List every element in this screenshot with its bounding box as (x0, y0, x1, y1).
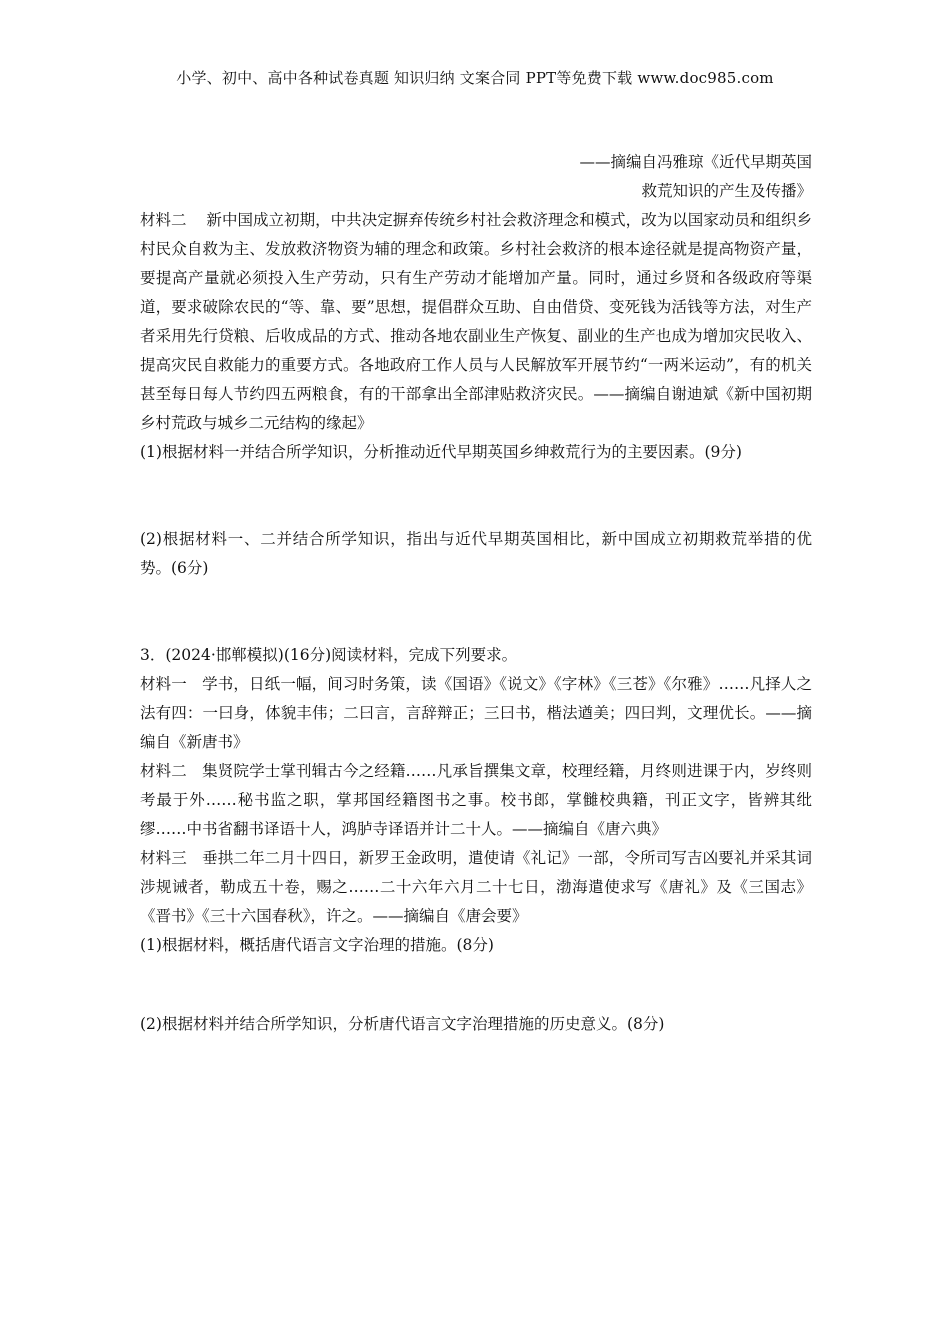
question-3-sub2: (2)根据材料并结合所学知识，分析唐代语言文字治理措施的历史意义。(8分) (140, 1015, 665, 1033)
q3-material-three-text: 垂拱二年二月十四日，新罗王金政明，遣使请《礼记》一部，令所司写吉凶要礼并采其词涉规诫者，勒成五十卷，赐之……二十六年六月二十七日，渤海遣使求写《唐礼》及《三国志》《晋书》《三十六国春秋》，许之。——摘编自《唐会要》 (140, 849, 812, 925)
q3-material-two-text: 集贤院学士掌刊辑古今之经籍……凡承旨撰集文章，校理经籍，月终则进课于内，岁终则考最于外……秘书监之职，掌邦国经籍图书之事。校书郎，掌雠校典籍，刊正文字，皆辨其纰缪……中书省翻书译语十人，鸿胪寺译语并计二十人。——摘编自《唐六典》 (140, 762, 812, 838)
question-3-title: 3．(2024·邯郸模拟)(16分)阅读材料，完成下列要求。 (140, 646, 518, 664)
question-3-sub1: (1)根据材料，概括唐代语言文字治理的措施。(8分) (140, 936, 494, 954)
source-citation-line2: 救荒知识的产生及传播》 (641, 182, 812, 200)
question-2-sub2: (2)根据材料一、二并结合所学知识，指出与近代早期英国相比，新中国成立初期救荒举措的优势。(6分) (140, 530, 812, 577)
material-two (140, 206, 812, 438)
q3-material-three-label: 材料三 (140, 849, 187, 867)
material-two-text: 新中国成立初期，中共决定摒弃传统乡村社会救济理念和模式，改为以国家动员和组织乡村民众自救为主、发放救济物资为辅的理念和政策。乡村社会救济的根本途径就是提高物资产量，要提高产量就必须投入生产劳动，只有生产劳动才能增加产量。同时，通过乡贤和各级政府等渠道，要求破除农民的“等、靠、要”思想，提倡群众互助、自由借贷、变死钱为活钱等方法，对生产者采用先行贷粮、后收成品的方式、推动各地农副业生产恢复、副业的生产也成为增加灾民收入、提高灾民自救能力的重要方式。各地政府工作人员与人民解放军开展节约“一两米运动”，有的机关甚至每日每人节约四五两粮食，有的干部拿出全部津贴救济灾民。——摘编自谢迪斌《新中国初期乡村荒政与城乡二元结构的缘起》 (140, 211, 812, 432)
q3-material-two (140, 757, 812, 844)
page-header: 小学、初中、高中各种试卷真题 知识归纳 文案合同 PPT等免费下载 www.doc985.com (176, 69, 774, 87)
q3-material-one-label: 材料一 (140, 675, 187, 693)
q3-material-three (140, 844, 812, 931)
q3-material-two-label: 材料二 (140, 762, 187, 780)
q3-material-one-text: 学书，日纸一幅，间习时务策，读《国语》《说文》《字林》《三苍》《尔雅》……凡择人之法有四：一曰身，体貌丰伟；二曰言，言辞辩正；三曰书，楷法遒美；四曰判，文理优长。——摘编自《新唐书》 (140, 675, 812, 751)
question-2-sub1: (1)根据材料一并结合所学知识，分析推动近代早期英国乡绅救荒行为的主要因素。(9分) (140, 443, 742, 461)
source-citation-line1: ——摘编自冯雅琼《近代早期英国 (579, 153, 812, 171)
q3-material-one (140, 670, 812, 757)
document-body (140, 148, 812, 1039)
material-two-label: 材料二 (140, 211, 187, 229)
